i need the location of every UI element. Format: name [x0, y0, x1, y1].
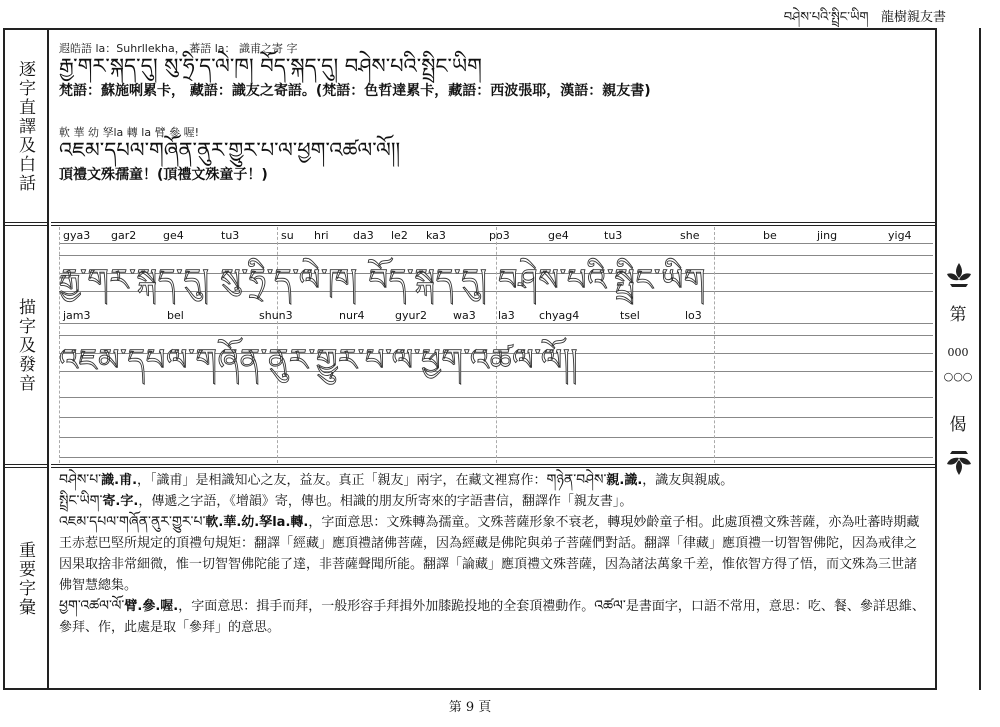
tibetan-verse: འཇམ་དཔལ་གཞོན་ནུར་གྱུར་པ་ལ་ཕྱག་འཚལ་ལོ།།: [59, 138, 401, 162]
main-frame: [3, 28, 937, 690]
verse-number: ○○○: [943, 370, 973, 383]
vocab-tibetan: འཚལ་: [594, 598, 626, 614]
pronunciation-syllable: nur4: [339, 309, 365, 322]
vocab-key: 親.識.: [606, 473, 643, 488]
pronunciation-syllable: gya3: [63, 229, 91, 242]
label-literal-translation: 逐字直譯及白話: [15, 59, 35, 193]
pronunciation-syllable: ge4: [163, 229, 184, 242]
verse-annotation: 遐皓語 la：Suhrllekha， 蕃語 la： 識甫之寄 字: [59, 42, 298, 55]
pronunciation-syllable: yig4: [888, 229, 912, 242]
pronunciation-syllable: ka3: [426, 229, 446, 242]
vocab-tibetan: བཤེས་པ་: [59, 472, 102, 488]
pronunciation-syllable: tu3: [221, 229, 240, 242]
lotus-ornament-icon: [944, 260, 974, 290]
vocab-key: 臂.參.喔.: [124, 599, 179, 614]
verse-annotation: 軟 華 幼 孥la 轉 la 臂 參 喔!: [59, 126, 199, 139]
pronunciation-syllable: shun3: [259, 309, 293, 322]
vocab-entry: [59, 491, 929, 512]
verse-label-ji: 偈: [949, 415, 967, 435]
vocab-tibetan: སྤྲིང་ཡིག་: [59, 493, 103, 509]
pronunciation-syllable: ge4: [548, 229, 569, 242]
pronunciation-syllable: da3: [353, 229, 374, 242]
pronunciation-syllable: po3: [489, 229, 510, 242]
chinese-translation: 梵語：蘇施唎累卡， 藏語：識友之寄語。(梵語：色哲達累卡，藏語：西波張耶，漢語：親友書): [59, 83, 651, 99]
guide-dash: [714, 227, 715, 463]
pronunciation-syllable: su: [281, 229, 294, 242]
vocabulary-section: [59, 470, 929, 638]
label-tracing-pronunciation: 描字及發音: [15, 297, 35, 393]
literal-translation-section: [59, 40, 929, 186]
label-key-vocabulary: 重要字彙: [15, 541, 35, 617]
vocab-entry: [59, 470, 929, 491]
vocab-tibetan: འཇམ་དཔལ་གཞོན་ནུར་གྱུར་པ་: [59, 514, 206, 530]
pronunciation-syllable: lo3: [685, 309, 702, 322]
verse-label-di: 第: [949, 305, 967, 325]
vocab-explanation: ，字面意思：揖手而拜，一般形容手拜揖外加膝跪投地的全套頂禮動作。: [178, 599, 595, 614]
vocab-explanation: ，傳遞之字語，《增韻》寄，傳也。相識的朋友所寄來的字語書信，翻譯作「親友書」。: [138, 494, 633, 509]
right-verse-column: [937, 28, 979, 690]
vocab-key: 寄.字.: [102, 494, 139, 509]
header-tibetan-title: བཤེས་པའི་སྤྲིང་ཡིག: [783, 10, 869, 25]
tracing-tibetan-text: འཇམ་དཔལ་གཞོན་ནུར་གྱུར་པ་ལ་ཕྱག་འཚལ་ལོ།།: [59, 343, 579, 378]
vocab-entry: [59, 596, 929, 638]
pronunciation-syllable: tsel: [620, 309, 640, 322]
pronunciation-syllable: le2: [391, 229, 408, 242]
vocab-key: 識.甫.: [101, 473, 138, 488]
outer-border: [979, 28, 981, 690]
tracing-tibetan-text: རྒྱ་གར་སྐད་དུ། སུ་ཧྲི་ད་ལེ་ཁ། བོད་སྐད་དུ། བཤེས་པའི་སྤྲིང་ཡིག: [59, 263, 707, 298]
pronunciation-syllable: jing: [817, 229, 838, 242]
pronunciation-syllable: gyur2: [395, 309, 427, 322]
vocab-key: 軟.華.幼.孥la.轉.: [205, 515, 309, 530]
page-number: 第 9 頁: [448, 700, 492, 715]
header-chinese-title: 龍樹親友書: [880, 10, 946, 25]
chinese-translation: 頂禮文殊孺童！(頂禮文殊童子！): [59, 167, 268, 183]
vocab-tibetan: ཕྱག་འཚལ་ལོ་: [59, 598, 125, 614]
pronunciation-syllable: la3: [498, 309, 515, 322]
vocab-explanation: ，字面意思：文殊轉為孺童。文殊菩薩形象不衰老，轉現妙齡童子相。此處頂禮文殊菩薩，亦為吐蕃時期藏王赤惹巴堅所規定的頂禮句規矩：翻譯「經藏」應頂禮諸佛菩薩，因為經藏是佛陀與弟子菩薩們對話。翻譯「律藏」應頂禮一切智智佛陀，因為戒律之因果取捨非常細微，惟一切智智佛陀能了達，非菩薩聲聞所能。翻譯「論藏」應頂禮文殊菩薩，因為諸法萬象千差，惟依智方得了悟，而文殊為三世諸佛智慧總集。: [59, 515, 920, 593]
pronunciation-syllable: chyag4: [539, 309, 580, 322]
pronunciation-syllable: jam3: [63, 309, 91, 322]
vocab-tibetan: གཉེན་བཤེས་: [546, 472, 607, 488]
content-area: [51, 30, 935, 688]
tracing-section: [59, 227, 933, 463]
pronunciation-syllable: gar2: [111, 229, 137, 242]
vocab-entry: [59, 512, 929, 596]
pronunciation-syllable: wa3: [453, 309, 476, 322]
pronunciation-syllable: tu3: [604, 229, 623, 242]
pronunciation-syllable: be: [763, 229, 777, 242]
vocab-explanation: 是書面字，口語不常用，意思：吃、餐、參詳思維、參拜、作，此處是取「參拜」的意思。: [59, 599, 925, 635]
pronunciation-syllable: bel: [167, 309, 184, 322]
pronunciation-syllable: she: [680, 229, 700, 242]
tibetan-verse: རྒྱ་གར་སྐད་དུ། སུ་ཧྲི་ད་ལེ་ཁ། བོད་སྐད་དུ། བཤེས་པའི་སྤྲིང་ཡིག: [59, 54, 482, 78]
vocab-explanation: ，識友與親戚。: [642, 473, 734, 488]
vocab-explanation: ，「識甫」是相識知心之友，益友。真正「親友」兩字，在藏文裡寫作：: [137, 473, 547, 488]
pronunciation-syllable: hri: [314, 229, 329, 242]
verse-number: 000: [947, 346, 969, 359]
left-label-column: [5, 30, 49, 688]
lotus-ornament-icon: [944, 448, 974, 478]
